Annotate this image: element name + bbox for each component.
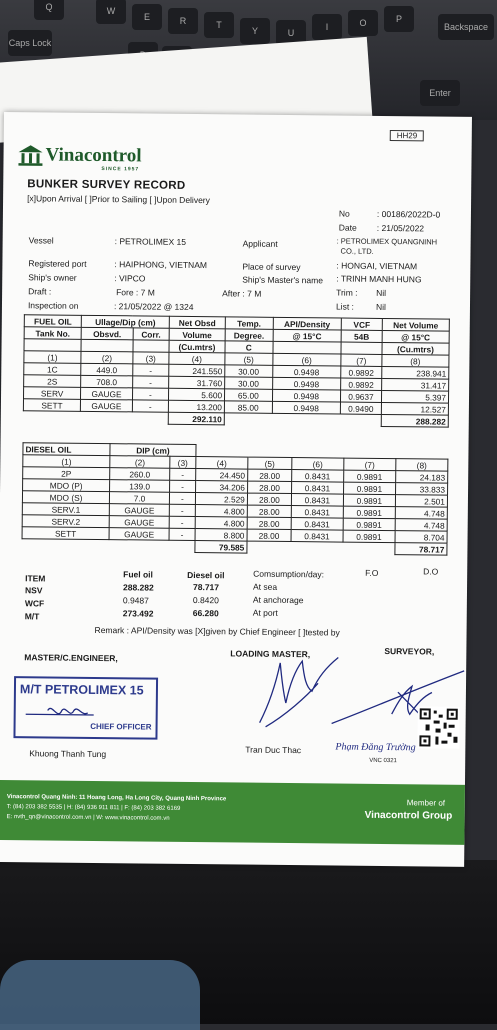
cell: 28.00 [248,469,292,481]
cell: 0.8431 [291,518,343,531]
fuel-head-ullage: Ullage/Dip (cm) [81,315,169,328]
cell: 708.0 [81,375,133,388]
cell: MDO (S) [22,491,109,504]
at-sea: At sea [252,581,278,592]
cell: 24.450 [196,469,248,482]
diesel-wcf: 0.8420 [192,595,219,606]
cell: 0.8431 [291,506,343,519]
colnum: (3) [170,456,196,468]
draft-fore: Fore : 7 M [116,287,155,298]
cell: 241.550 [169,364,225,377]
place-label: Place of survey [242,261,301,273]
cell: 30.00 [225,365,273,377]
no-value: : 00186/2022D-0 [376,208,441,220]
port-label: Registered port [28,258,87,269]
consumption-label: Comsumption/day: [253,568,325,580]
colnum: (1) [23,455,110,468]
fuel-head-api: API/Density [273,317,342,330]
colnum: (6) [272,353,341,366]
cell: 4.800 [195,505,247,518]
cell: SERV.2 [22,515,109,528]
trim-value: Nil [376,287,387,299]
form-code: HH29 [390,130,425,141]
fuel-head2-volume: Volume [169,328,225,341]
colnum: (4) [169,352,225,365]
place-value: : HONGAI, VIETNAM [336,260,418,272]
applicant-label: Applicant [242,238,278,249]
vessel-label: Vessel [28,235,54,246]
survey-modes: [x]Upon Arrival [ ]Prior to Sailing [ ]Upon Delivery [27,193,210,206]
cell: 28.00 [247,517,291,529]
date-label: Date [338,222,357,233]
remark: Remark : API/Density was [X]given by Chief Engineer [ ]tested by [94,624,340,638]
cell: - [170,480,196,492]
master-sign-label: MASTER/C.ENGINEER, [24,652,118,664]
cell: 1C [24,363,81,376]
cell: SERV.1 [22,503,109,516]
cell: 28.00 [247,529,291,541]
diesel-total-obsd: 79.585 [195,541,247,554]
cell: 0.8431 [291,530,343,543]
brand-since: SINCE 1957 [101,166,140,173]
summary-mt: M/T [24,611,40,622]
owner-value: : VIPCO [114,273,146,284]
cell: 8.800 [195,529,247,542]
diesel-oil-table [21,442,448,555]
cell: 24.183 [396,471,448,484]
colnum: (4) [196,457,248,470]
fuel-head-obsd: Net Obsd [169,316,225,329]
fuel-head-tank: FUEL OIL [24,315,81,328]
trim-label: Trim : [336,287,358,298]
master-label: Ship's Master's name [242,274,324,286]
sleeve [0,960,200,1030]
cell: 0.9498 [272,377,341,390]
master-value: : TRINH MANH HUNG [336,273,422,285]
cell: 65.00 [225,389,273,401]
summary-fuel-head: Fuel oil [123,569,153,580]
surveyor-label: SURVEYOR, [384,646,435,657]
cell: - [132,376,168,388]
list-label: List : [335,301,354,312]
fuel-head2-corr: Corr. [133,328,169,340]
cell: 0.9490 [340,402,381,414]
applicant-value: : PETROLIMEX QUANGNINH [336,236,438,247]
cell: 0.8431 [291,482,343,495]
footer-member: Member of [406,798,446,808]
cell: 34.206 [195,481,247,494]
key-e: E [132,4,162,30]
list-value: Nil [375,301,386,313]
key-q: Q [34,0,64,20]
colnum: (5) [248,457,292,469]
colnum: (5) [225,353,273,365]
vnc-code: VNC 0321 [369,757,397,765]
cell: 31.760 [168,376,224,389]
cell: 4.800 [195,517,247,530]
cell: 5.397 [381,390,448,403]
summary-item: ITEM [25,573,46,584]
colnum: (8) [396,459,448,472]
qr-code-icon [417,706,459,748]
date-value: : 21/05/2022 [376,222,425,234]
colnum: (3) [133,352,169,364]
fuel-oil-table [23,314,450,427]
cell: 0.9891 [343,518,395,531]
cell: 0.8431 [291,494,343,507]
survey-document [0,112,472,867]
draft-label: Draft : [28,286,52,297]
footer-phone: T: (84) 203 382 5535 | H: (84) 936 911 811 | F: (84) 203 382 6169 [6,804,181,812]
cell: - [169,516,195,528]
footer-group: Vinacontrol Group [364,809,453,822]
diesel-head-dip: DIP (cm) [110,444,196,457]
document-title: BUNKER SURVEY RECORD [27,178,186,192]
key-o: O [348,10,378,36]
cell: 260.0 [110,468,170,481]
footer-email: E: nvth_qn@vinacontrol.com.vn | W: www.vinacontrol.com.vn [6,814,170,822]
cell: MDO (P) [23,479,110,492]
cell: 8.704 [395,531,447,544]
fuel-head2-obsvd: Obsvd. [81,327,133,340]
diesel-total-net: 78.717 [395,543,447,556]
cell: 30.00 [225,377,273,389]
signer-name-2: Tran Duc Thac [245,744,302,756]
cell: - [132,400,168,412]
fuel-nsv: 288.282 [122,582,154,593]
cell: 0.9891 [343,530,395,543]
summary-nsv: NSV [24,585,43,596]
cell: 0.9891 [343,482,395,495]
fuel-head2-tankno: Tank No. [24,327,81,340]
key-u: U [276,20,306,46]
summary-wcf: WCF [24,598,45,609]
brand-logo: Vinacontrol [45,144,142,167]
fuel-head3-c: C [225,341,273,353]
cell: GAUGE [81,387,133,400]
cell: 2.501 [395,495,447,508]
colnum: (8) [382,354,449,367]
cell: 85.00 [224,401,272,413]
key-w: W [96,0,126,24]
cell: 4.748 [395,519,447,532]
cell: 0.9892 [341,378,382,390]
cell: - [169,504,195,516]
vessel-value: : PETROLIMEX 15 [114,236,187,247]
summary-diesel-head: Diesel oil [187,569,225,581]
vinacontrol-logo-icon [17,144,43,166]
cell: 7.0 [110,492,170,505]
cell: 2P [23,467,110,480]
cell: 4.748 [395,507,447,520]
colnum: (2) [110,456,170,469]
cell: SERV [23,387,80,400]
cell: 139.0 [110,480,170,493]
key-t: T [204,12,234,38]
cell: 0.8431 [292,470,344,483]
colnum: (7) [344,458,396,471]
cell: 28.00 [247,481,291,493]
draft-after: After : 7 M [222,288,262,299]
key-r: R [168,8,198,34]
at-anchorage: At anchorage [252,594,304,606]
cell: GAUGE [109,528,169,541]
cell: 0.9891 [343,506,395,519]
fuel-head-temp: Temp. [225,317,273,329]
cell: 0.9637 [341,390,382,402]
fuel-total-net: 288.282 [381,414,448,427]
signer-name-1: Khuong Thanh Tung [29,748,107,760]
cell: GAUGE [109,504,169,517]
inspection-label: Inspection on [27,300,79,311]
stamp-role: CHIEF OFFICER [90,721,152,732]
colnum: (6) [292,458,344,471]
colnum: (1) [24,351,81,364]
fuel-total-obsd: 292.110 [168,412,224,425]
cell: 449.0 [81,363,133,376]
cell: - [133,364,169,376]
cell: 31.417 [381,378,448,391]
ship-stamp [13,676,158,740]
consumption-do: D.O [423,566,439,577]
cell: 0.9891 [344,470,396,483]
fuel-head2-degree: Degree. [225,329,273,341]
cell: - [170,468,196,480]
key-caps-lock: Caps Lock [8,30,52,56]
cell: - [169,528,195,540]
owner-label: Ship's owner [28,272,77,283]
cell: 5.600 [168,388,224,401]
fuel-mt: 273.492 [122,608,154,619]
loading-master-label: LOADING MASTER, [230,648,311,660]
fuel-head2-net15c: @ 15°C [382,330,449,343]
cell: 0.9892 [341,366,382,378]
stamp-signature-icon [24,700,104,727]
cell: 238.941 [382,366,449,379]
inspection-value: : 21/05/2022 @ 1324 [113,301,194,312]
cell: - [169,492,195,504]
fuel-head2-15c: @ 15°C [273,329,342,342]
cell: 28.00 [247,505,291,517]
fuel-head-vcf: VCF [341,318,382,330]
port-value: : HAIPHONG, VIETNAM [114,259,208,271]
signer-name-3: Phạm Đăng Trường [335,741,416,754]
key-p: P [384,6,414,32]
key-y: Y [240,18,270,44]
colnum: (2) [81,351,133,364]
cell: 0.9498 [272,389,341,402]
cell: 0.9498 [272,401,341,414]
footer [0,780,465,845]
key-enter: Enter [420,80,460,106]
cell: SETT [23,399,80,412]
fuel-wcf: 0.9487 [122,595,149,606]
key-i: I [312,14,342,40]
footer-address: Vinacontrol Quang Ninh: 11 Hoang Long, Ha Long City, Quang Ninh Province [6,794,227,803]
applicant-value-2: CO., LTD. [340,246,374,256]
at-port: At port [252,607,278,618]
cell: 33.833 [395,483,447,496]
cell: 2.529 [195,493,247,506]
cell: 13.200 [168,400,224,413]
cell: GAUGE [109,516,169,529]
diesel-head-name: DIESEL OIL [23,443,110,456]
no-label: No [338,208,350,219]
cell: 0.9498 [272,365,341,378]
diesel-mt: 66.280 [192,608,219,619]
cell: 0.9891 [343,494,395,507]
fuel-head3-cumtrs-net: (Cu.mtrs) [382,342,449,355]
diesel-nsv: 78.717 [192,582,220,593]
cell: - [132,388,168,400]
fuel-head-net: Net Volume [382,318,449,331]
cell: 28.00 [247,493,291,505]
cell: 2S [24,375,81,388]
cell: GAUGE [81,399,133,412]
consumption-fo: F.O [365,567,379,578]
colnum: (7) [341,354,382,366]
key-backspace: Backspace [438,14,494,40]
fuel-head2-54b: 54B [341,330,382,342]
fuel-head3-cumtrs: (Cu.mtrs) [169,340,225,353]
stamp-title: M/T PETROLIMEX 15 [19,682,144,698]
cell: SETT [22,527,109,540]
cell: 12.527 [381,402,448,415]
